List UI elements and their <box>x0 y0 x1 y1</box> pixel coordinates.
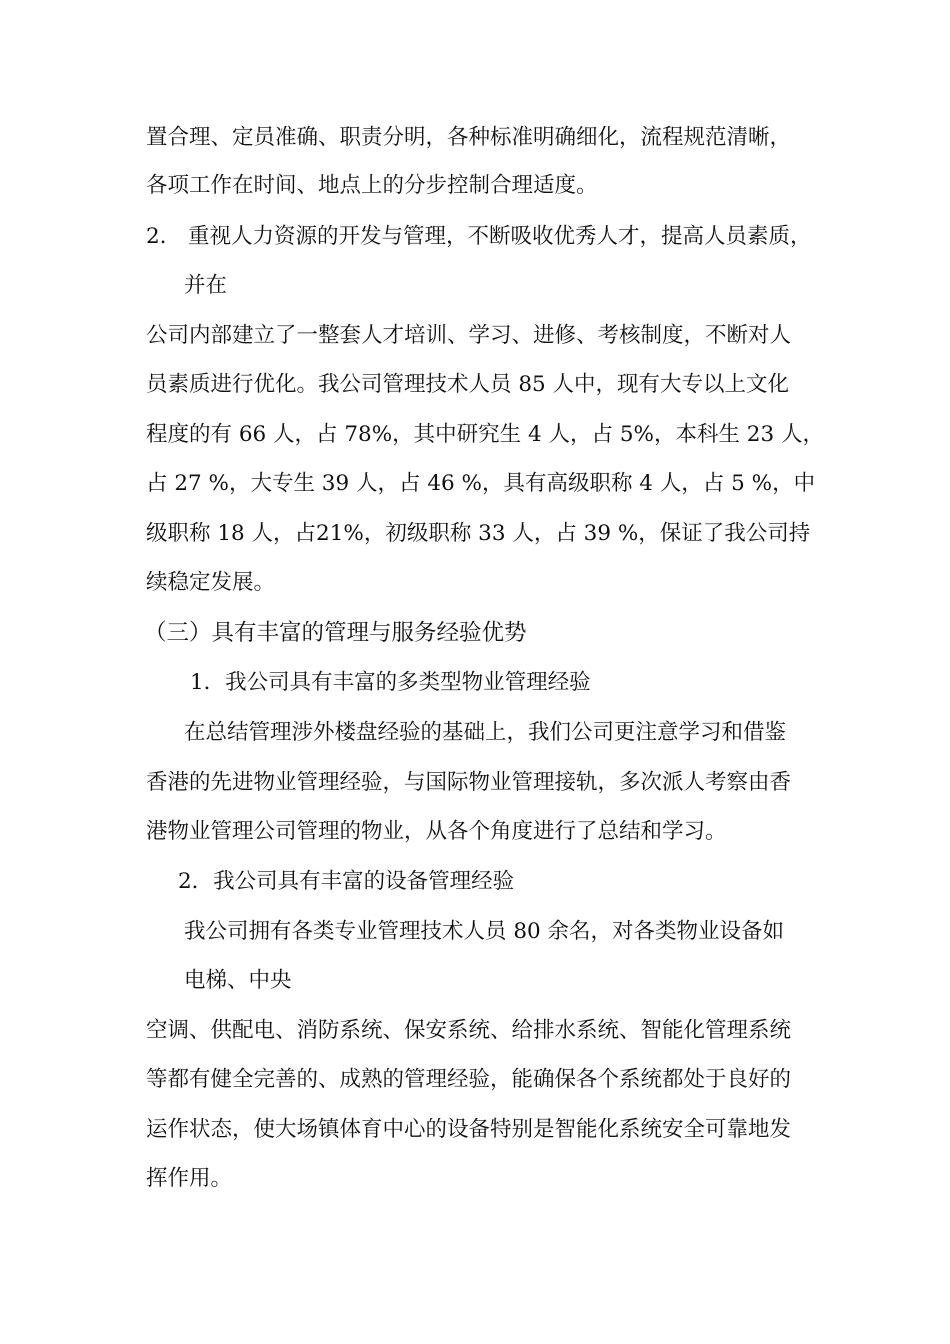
paragraph-line: 各项工作在时间、地点上的分步控制合理适度。 <box>146 173 598 198</box>
paragraph-line: 等都有健全完善的、成熟的管理经验，能确保各个系统都处于良好的 <box>146 1067 792 1092</box>
paragraph-line: 空调、供配电、消防系统、保安系统、给排水系统、智能化管理系统 <box>146 1018 792 1043</box>
paragraph-line: 香港的先进物业管理经验，与国际物业管理接轨，多次派人考察由香 <box>146 770 792 795</box>
subsection-heading: 2．我公司具有丰富的设备管理经验 <box>178 869 515 894</box>
paragraph-line: 级职称 18 人，占21%，初级职称 33 人，占 39 %，保证了我公司持 <box>146 521 811 546</box>
subsection-heading: 1．我公司具有丰富的多类型物业管理经验 <box>190 670 591 695</box>
paragraph-line: 挥作用。 <box>146 1166 233 1191</box>
paragraph-line: 程度的有 66 人，占 78%，其中研究生 4 人，占 5%，本科生 23 人， <box>146 422 824 447</box>
item-text: 重视人力资源的开发与管理，不断吸收优秀人才，提高人员素质， <box>188 224 812 249</box>
numbered-item-line <box>146 223 812 251</box>
paragraph-line: 占 27 %，大专生 39 人，占 46 %，具有高级职称 4 人，占 5 %，中 <box>146 471 816 496</box>
paragraph-line: 我公司拥有各类专业管理技术人员 80 余名，对各类物业设备如 <box>184 919 785 944</box>
item-number: 2. <box>146 224 167 249</box>
paragraph-line: 并在 <box>184 273 228 298</box>
paragraph-line: 置合理、定员准确、职责分明，各种标准明确细化，流程规范清晰， <box>146 125 792 150</box>
paragraph-line: 续稳定发展。 <box>146 570 276 595</box>
paragraph-line: 公司内部建立了一整套人才培训、学习、进修、考核制度，不断对人 <box>146 323 792 348</box>
paragraph-line: 在总结管理涉外楼盘经验的基础上，我们公司更注意学习和借鉴 <box>184 720 787 745</box>
paragraph-line: 运作状态，使大场镇体育中心的设备特别是智能化系统安全可靠地发 <box>146 1117 792 1142</box>
section-heading: （三）具有丰富的管理与服务经验优势 <box>144 620 527 646</box>
paragraph-line: 电梯、中央 <box>184 968 292 993</box>
paragraph-line: 员素质进行优化。我公司管理技术人员 85 人中，现有大专以上文化 <box>146 372 790 397</box>
paragraph-line: 港物业管理公司管理的物业，从各个角度进行了总结和学习。 <box>146 819 727 844</box>
